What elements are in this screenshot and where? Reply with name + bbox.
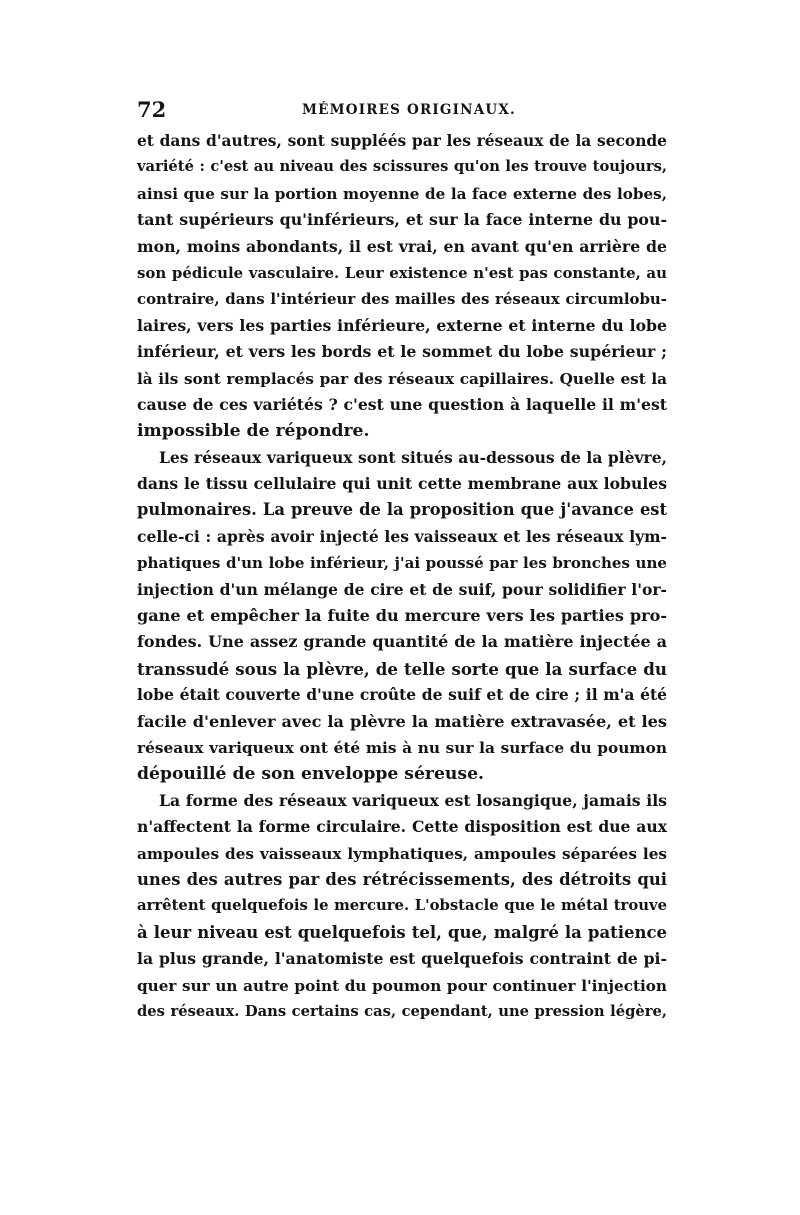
text-line: dépouillé de son enveloppe séreuse. xyxy=(137,764,484,785)
text-line: fondes. Une assez grande quantité de la matière injectée a xyxy=(137,632,667,652)
text-line: phatiques d'un lobe inférieur, j'ai poussé par les bronches une xyxy=(137,554,667,573)
paragraph-2 xyxy=(137,445,667,788)
text-line: laires, vers les parties inférieure, externe et interne du lobe xyxy=(137,315,667,335)
text-line: là ils sont remplacés par des réseaux capillaires. Quelle est la xyxy=(137,369,667,388)
paragraph-1 xyxy=(137,128,667,445)
text-line: des réseaux. Dans certains cas, cependant, une pression légère, xyxy=(137,1002,667,1020)
text-line: ainsi que sur la portion moyenne de la face externe des lobes, xyxy=(137,184,667,203)
text-line: dans le tissu cellulaire qui unit cette membrane aux lobules xyxy=(137,474,667,494)
text-line: unes des autres par des rétrécissements, des détroits qui xyxy=(137,869,667,889)
text-line: cause de ces variétés ? c'est une question à laquelle il m'est xyxy=(137,394,667,414)
text-line: La forme des réseaux variqueux est losangique, jamais ils xyxy=(159,790,667,810)
text-line: arrêtent quelquefois le mercure. L'obstacle que le métal trouve xyxy=(137,897,667,915)
text-line: la plus grande, l'anatomiste est quelquefois contraint de pi- xyxy=(137,949,667,969)
text-line: impossible de répondre. xyxy=(137,421,370,442)
paragraph-3 xyxy=(137,788,667,1026)
text-line: celle-ci : après avoir injecté les vaisseaux et les réseaux lym- xyxy=(137,526,667,546)
text-line: Les réseaux variqueux sont situés au-dessous de la plèvre, xyxy=(159,447,667,467)
text-line: son pédicule vasculaire. Leur existence n'est pas constante, au xyxy=(137,263,667,282)
text-line: réseaux variqueux ont été mis à nu sur la surface du poumon xyxy=(137,738,667,757)
running-title: MÉMOIRES ORIGINAUX. xyxy=(302,102,516,118)
text-line: et dans d'autres, sont suppléés par les réseaux de la seconde xyxy=(137,132,667,150)
text-line: lobe était couverte d'une croûte de suif et de cire ; il m'a été xyxy=(137,685,667,705)
text-line: contraire, dans l'intérieur des mailles des réseaux circumlobu- xyxy=(137,290,667,309)
text-line: pulmonaires. La preuve de la proposition que j'avance est xyxy=(137,500,667,520)
text-line: quer sur un autre point du poumon pour continuer l'injection xyxy=(137,976,667,995)
text-line: tant supérieurs qu'inférieurs, et sur la face interne du pou- xyxy=(137,210,667,230)
text-line: à leur niveau est quelquefois tel, que, malgré la patience xyxy=(137,922,667,942)
text-line: ampoules des vaisseaux lymphatiques, ampoules séparées les xyxy=(137,844,667,863)
text-line: n'affectent la forme circulaire. Cette disposition est due aux xyxy=(137,817,667,837)
text-line: variété : c'est au niveau des scissures qu'on les trouve toujours, xyxy=(137,158,667,176)
text-line: injection d'un mélange de cire et de suif, pour solidifier l'or- xyxy=(137,579,667,599)
text-line: gane et empêcher la fuite du mercure vers les parties pro- xyxy=(137,606,667,626)
text-line: facile d'enlever avec la plèvre la matière extravasée, et les xyxy=(137,711,667,731)
text-line: transsudé sous la plèvre, de telle sorte que la surface du xyxy=(137,658,667,679)
text-line: mon, moins abondants, il est vrai, en avant qu'en arrière de xyxy=(137,236,667,256)
running-head xyxy=(137,96,667,124)
body-text xyxy=(137,128,667,1025)
page-number: 72 xyxy=(137,97,167,122)
text-line: inférieur, et vers les bords et le sommet du lobe supérieur ; xyxy=(137,342,667,362)
